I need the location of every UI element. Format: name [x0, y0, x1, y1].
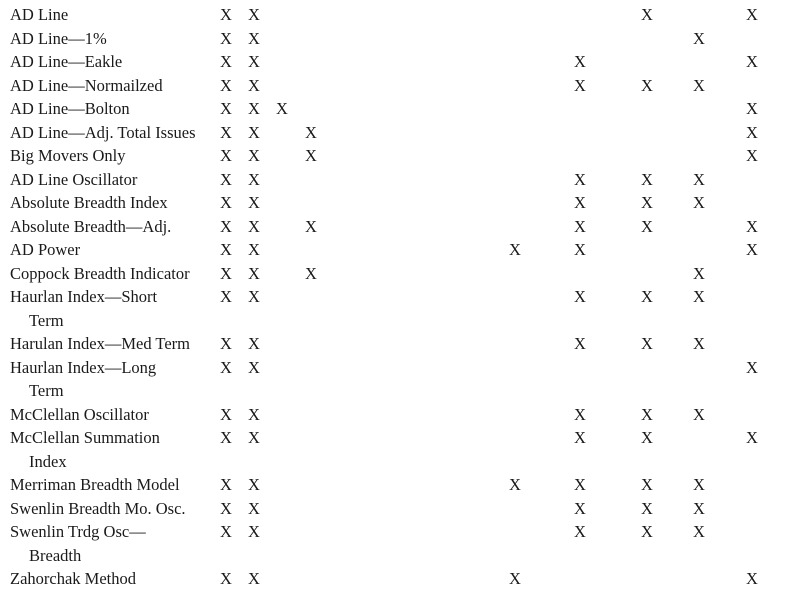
- check-mark-col-1: X: [220, 75, 232, 95]
- indicator-name: [10, 403, 225, 427]
- check-mark-col-7: X: [641, 193, 653, 212]
- check-mark-col-6: X: [574, 169, 586, 189]
- check-mark-col-2: X: [248, 193, 260, 212]
- check-mark-col-7: X: [641, 5, 653, 24]
- check-mark-col-1: X: [220, 169, 232, 189]
- check-mark-col-6: X: [574, 216, 586, 236]
- check-mark-col-9: X: [746, 52, 758, 71]
- check-mark-col-3: X: [276, 99, 288, 118]
- indicator-name: [10, 262, 225, 286]
- check-mark-col-2: X: [248, 122, 260, 142]
- check-mark-col-8: X: [693, 475, 705, 494]
- indicator-name-continuation: Term: [29, 381, 64, 400]
- check-mark-col-1: X: [220, 240, 232, 259]
- check-mark-col-2: X: [248, 28, 260, 48]
- indicator-name-line: Zahorchak Method: [10, 569, 136, 588]
- check-mark-col-1: X: [220, 193, 232, 212]
- check-mark-col-8: X: [693, 75, 705, 95]
- check-mark-col-1: X: [220, 475, 232, 494]
- indicator-name-line: Coppock Breadth Indicator: [10, 263, 190, 283]
- indicator-name: [10, 473, 225, 497]
- check-mark-col-7: X: [641, 404, 653, 424]
- indicator-name-line: McClellan Oscillator: [10, 404, 149, 424]
- check-mark-col-8: X: [693, 28, 705, 48]
- check-mark-col-2: X: [248, 569, 260, 588]
- indicator-name-line: AD Line—Eakle: [10, 52, 123, 71]
- indicator-name-line: AD Line—Bolton: [10, 99, 130, 118]
- indicator-name: [10, 356, 225, 403]
- indicator-name-line: Swenlin Trdg Osc—: [10, 522, 146, 541]
- indicator-name: [10, 285, 225, 332]
- indicator-name-line: AD Line—Normailzed: [10, 75, 163, 95]
- indicator-name-line: AD Power: [10, 240, 81, 259]
- check-mark-col-7: X: [641, 334, 653, 353]
- check-mark-col-2: X: [248, 357, 260, 377]
- check-mark-col-9: X: [746, 428, 758, 447]
- check-mark-col-9: X: [746, 99, 758, 118]
- check-mark-col-6: X: [574, 334, 586, 353]
- check-mark-col-7: X: [641, 169, 653, 189]
- indicator-name: [10, 144, 225, 168]
- check-mark-col-6: X: [574, 475, 586, 494]
- check-mark-col-5: X: [509, 240, 521, 259]
- check-mark-col-1: X: [220, 52, 232, 71]
- check-mark-col-2: X: [248, 216, 260, 236]
- check-mark-col-1: X: [220, 146, 232, 165]
- check-mark-col-2: X: [248, 52, 260, 71]
- check-mark-col-8: X: [693, 334, 705, 353]
- indicator-name-line: McClellan Summation: [10, 428, 160, 447]
- indicator-name: [10, 426, 225, 473]
- check-mark-col-2: X: [248, 428, 260, 447]
- check-mark-col-2: X: [248, 287, 260, 306]
- indicator-name-continuation: Index: [29, 451, 67, 471]
- check-mark-col-6: X: [574, 240, 586, 259]
- indicator-name: [10, 332, 225, 356]
- check-mark-col-6: X: [574, 428, 586, 447]
- indicator-name: [10, 191, 225, 215]
- check-mark-col-4: X: [305, 216, 317, 236]
- check-mark-col-1: X: [220, 498, 232, 518]
- check-mark-col-2: X: [248, 169, 260, 189]
- check-mark-col-4: X: [305, 146, 317, 165]
- check-mark-col-1: X: [220, 287, 232, 306]
- indicator-name: [10, 520, 225, 567]
- check-mark-col-1: X: [220, 28, 232, 48]
- check-mark-col-8: X: [693, 193, 705, 212]
- check-mark-col-8: X: [693, 263, 705, 283]
- check-mark-col-9: X: [746, 146, 758, 165]
- check-mark-col-9: X: [746, 122, 758, 142]
- check-mark-col-8: X: [693, 522, 705, 541]
- indicator-name-line: Merriman Breadth Model: [10, 475, 180, 494]
- check-mark-col-7: X: [641, 75, 653, 95]
- check-mark-col-1: X: [220, 404, 232, 424]
- check-mark-col-1: X: [220, 428, 232, 447]
- indicator-name: [10, 3, 225, 27]
- check-mark-col-7: X: [641, 216, 653, 236]
- check-mark-col-8: X: [693, 169, 705, 189]
- check-mark-col-2: X: [248, 522, 260, 541]
- check-mark-col-9: X: [746, 240, 758, 259]
- check-mark-col-7: X: [641, 287, 653, 306]
- check-mark-col-1: X: [220, 263, 232, 283]
- check-mark-col-1: X: [220, 122, 232, 142]
- check-mark-col-6: X: [574, 287, 586, 306]
- check-mark-col-2: X: [248, 5, 260, 24]
- check-mark-col-6: X: [574, 193, 586, 212]
- check-mark-col-2: X: [248, 263, 260, 283]
- indicator-name-line: AD Line: [10, 5, 69, 24]
- check-mark-col-9: X: [746, 569, 758, 588]
- indicator-name: [10, 238, 225, 262]
- indicator-name: [10, 215, 225, 239]
- indicator-name: [10, 74, 225, 98]
- indicator-name-line: AD Line—Adj. Total Issues: [10, 122, 196, 142]
- indicator-name-line: Haurlan Index—Short: [10, 287, 158, 306]
- check-mark-col-9: X: [746, 357, 758, 377]
- check-mark-col-1: X: [220, 5, 232, 24]
- check-mark-col-8: X: [693, 498, 705, 518]
- indicator-name-continuation: Term: [29, 310, 64, 330]
- indicator-name: [10, 97, 225, 121]
- check-mark-col-1: X: [220, 334, 232, 353]
- indicator-name-line: AD Line—1%: [10, 28, 107, 48]
- check-mark-col-2: X: [248, 240, 260, 259]
- check-mark-col-8: X: [693, 287, 705, 306]
- check-mark-col-5: X: [509, 569, 521, 588]
- check-mark-col-6: X: [574, 75, 586, 95]
- indicator-name: [10, 27, 225, 51]
- check-mark-col-2: X: [248, 404, 260, 424]
- check-mark-col-1: X: [220, 216, 232, 236]
- indicator-name-line: Big Movers Only: [10, 146, 126, 165]
- indicator-name: [10, 50, 225, 74]
- check-mark-col-2: X: [248, 75, 260, 95]
- check-mark-col-6: X: [574, 522, 586, 541]
- check-mark-col-2: X: [248, 498, 260, 518]
- check-mark-col-7: X: [641, 498, 653, 518]
- indicator-name-line: Swenlin Breadth Mo. Osc.: [10, 498, 186, 518]
- check-mark-col-1: X: [220, 99, 232, 118]
- check-mark-col-2: X: [248, 334, 260, 353]
- indicator-name-line: Haurlan Index—Long: [10, 357, 157, 377]
- check-mark-col-9: X: [746, 5, 758, 24]
- check-mark-col-9: X: [746, 216, 758, 236]
- check-mark-col-8: X: [693, 404, 705, 424]
- check-mark-col-6: X: [574, 52, 586, 71]
- check-mark-col-2: X: [248, 146, 260, 165]
- indicator-name-line: AD Line Oscillator: [10, 169, 138, 189]
- check-mark-col-2: X: [248, 99, 260, 118]
- indicator-name-continuation: Breadth: [29, 545, 82, 565]
- check-mark-col-7: X: [641, 522, 653, 541]
- check-mark-col-7: X: [641, 475, 653, 494]
- check-mark-col-1: X: [220, 357, 232, 377]
- indicator-name-line: Harulan Index—Med Term: [10, 334, 190, 353]
- check-mark-col-6: X: [574, 404, 586, 424]
- check-mark-col-4: X: [305, 122, 317, 142]
- indicator-name-line: Absolute Breadth Index: [10, 193, 168, 212]
- check-mark-col-2: X: [248, 475, 260, 494]
- check-mark-col-1: X: [220, 522, 232, 541]
- indicator-name: [10, 121, 225, 145]
- indicator-name: [10, 168, 225, 192]
- check-mark-col-6: X: [574, 498, 586, 518]
- indicator-name-line: Absolute Breadth—Adj.: [10, 216, 172, 236]
- check-mark-col-4: X: [305, 263, 317, 283]
- indicator-name: [10, 567, 225, 591]
- indicator-name: [10, 497, 225, 521]
- check-mark-col-1: X: [220, 569, 232, 588]
- check-mark-col-5: X: [509, 475, 521, 494]
- check-mark-col-7: X: [641, 428, 653, 447]
